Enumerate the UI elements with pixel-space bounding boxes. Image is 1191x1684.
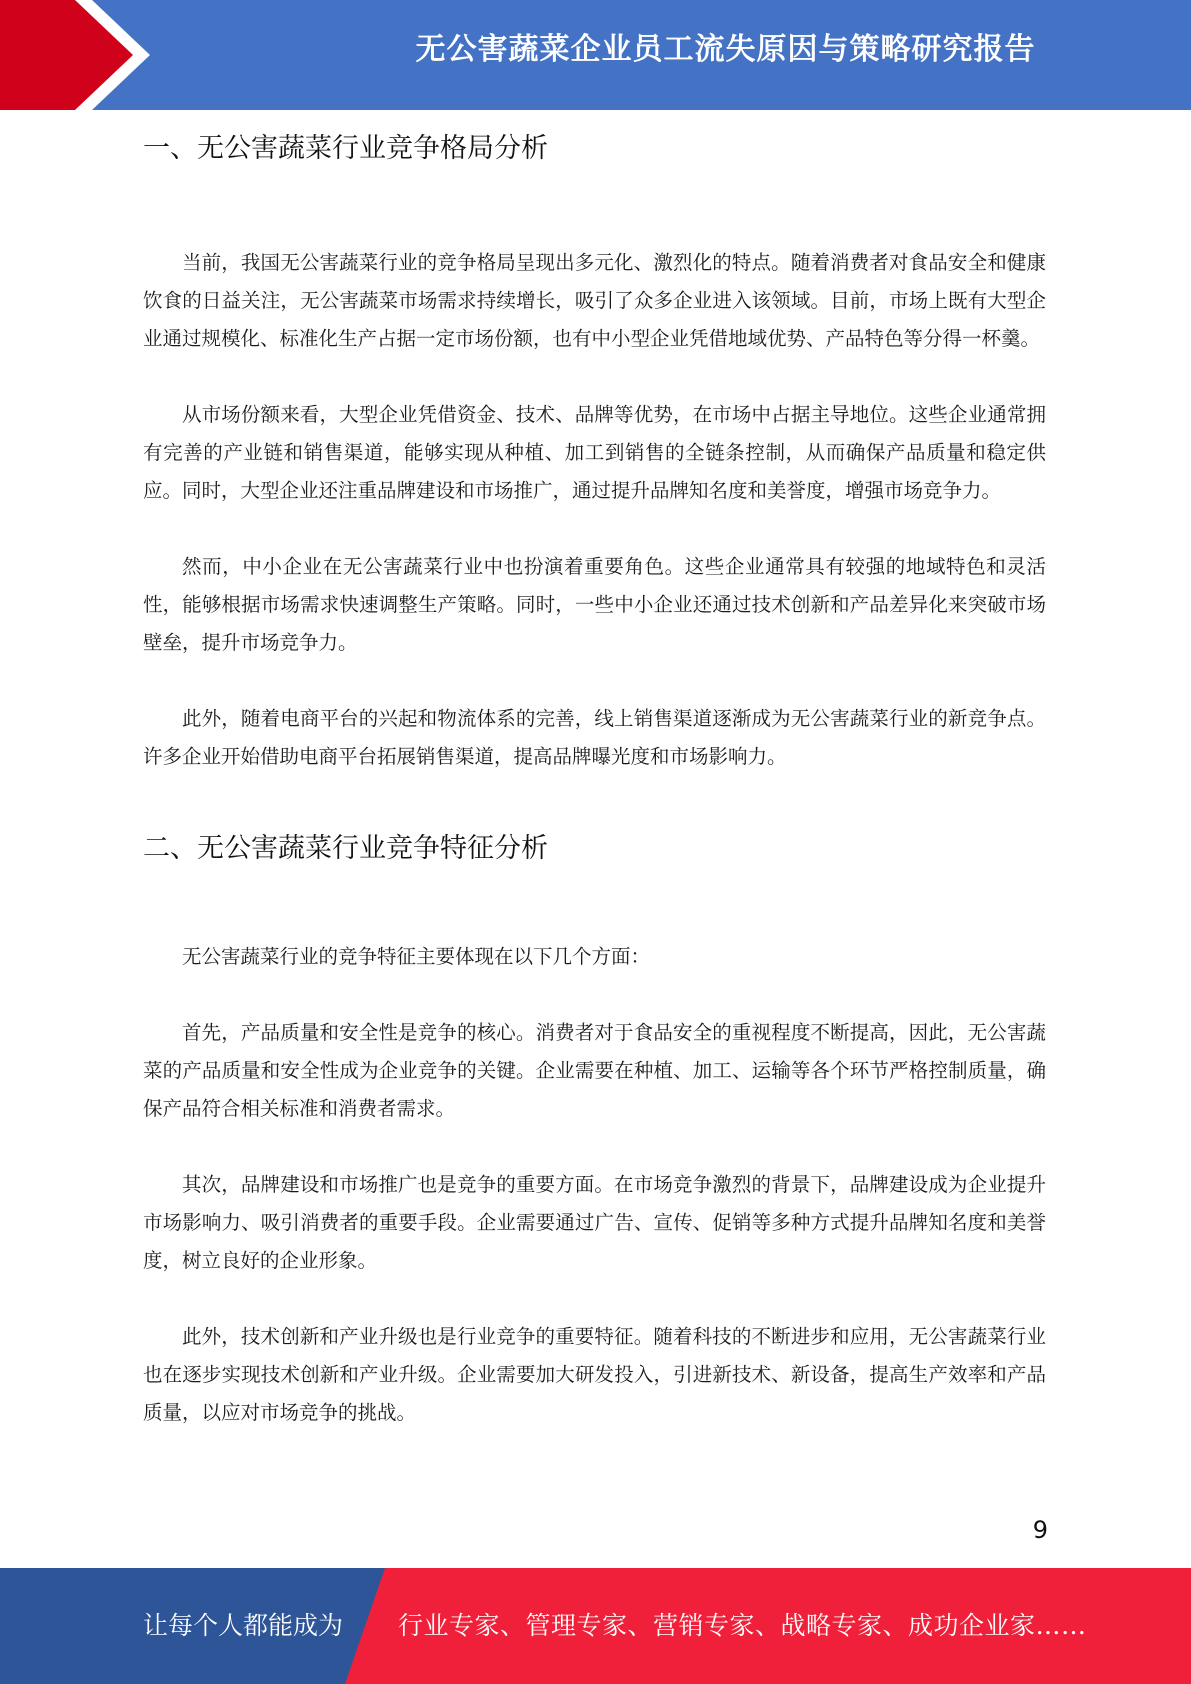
section-heading-2: 二、无公害蔬菜行业竞争特征分析 — [143, 833, 548, 864]
section-2-paragraph: 首先，产品质量和安全性是竞争的核心。消费者对于食品安全的重视程度不断提高，因此，无公害蔬菜的产品质量和安全性成为企业竞争的关键。企业需要在种植、加工、运输等各个环节严格控制质量，确保产品符合相关标准和消费者需求。 — [143, 1021, 1046, 1120]
header-arrow-decoration — [0, 0, 160, 110]
section-heading-1: 一、无公害蔬菜行业竞争格局分析 — [143, 133, 548, 164]
section-1-paragraph: 然而，中小企业在无公害蔬菜行业中也扮演着重要角色。这些企业通常具有较强的地域特色和灵活性，能够根据市场需求快速调整生产策略。同时，一些中小企业还通过技术创新和产品差异化来突破市场壁垒，提升市场竞争力。 — [143, 555, 1046, 654]
footer-roles: 行业专家、管理专家、营销专家、战略专家、成功企业家…… — [398, 1611, 1087, 1640]
page-footer — [0, 1568, 1191, 1684]
section-1-paragraph: 从市场份额来看，大型企业凭借资金、技术、品牌等优势，在市场中占据主导地位。这些企业通常拥有完善的产业链和销售渠道，能够实现从种植、加工到销售的全链条控制，从而确保产品质量和稳定供应。同时，大型企业还注重品牌建设和市场推广，通过提升品牌知名度和美誉度，增强市场竞争力。 — [143, 403, 1046, 502]
section-1-paragraph: 当前，我国无公害蔬菜行业的竞争格局呈现出多元化、激烈化的特点。随着消费者对食品安全和健康饮食的日益关注，无公害蔬菜市场需求持续增长，吸引了众多企业进入该领域。目前，市场上既有大型企业通过规模化、标准化生产占据一定市场份额，也有中小型企业凭借地域优势、产品特色等分得一杯羹。 — [143, 251, 1046, 350]
section-2-paragraph: 此外，技术创新和产业升级也是行业竞争的重要特征。随着科技的不断进步和应用，无公害蔬菜行业也在逐步实现技术创新和产业升级。企业需要加大研发投入，引进新技术、新设备，提高生产效率和产品质量，以应对市场竞争的挑战。 — [143, 1325, 1046, 1424]
footer-slogan: 让每个人都能成为 — [143, 1611, 344, 1640]
page-content — [143, 128, 1046, 1432]
report-title: 无公害蔬菜企业员工流失原因与策略研究报告 — [415, 32, 1036, 67]
section-2-paragraph: 无公害蔬菜行业的竞争特征主要体现在以下几个方面： — [182, 945, 651, 968]
page-number: 9 — [1032, 1516, 1048, 1544]
section-2-paragraph: 其次，品牌建设和市场推广也是竞争的重要方面。在市场竞争激烈的背景下，品牌建设成为企业提升市场影响力、吸引消费者的重要手段。企业需要通过广告、宣传、促销等多种方式提升品牌知名度和美誉度，树立良好的企业形象。 — [143, 1173, 1046, 1272]
section-1-paragraph: 此外，随着电商平台的兴起和物流体系的完善，线上销售渠道逐渐成为无公害蔬菜行业的新竞争点。许多企业开始借助电商平台拓展销售渠道，提高品牌曝光度和市场影响力。 — [143, 707, 1046, 768]
page-header — [0, 0, 1191, 110]
